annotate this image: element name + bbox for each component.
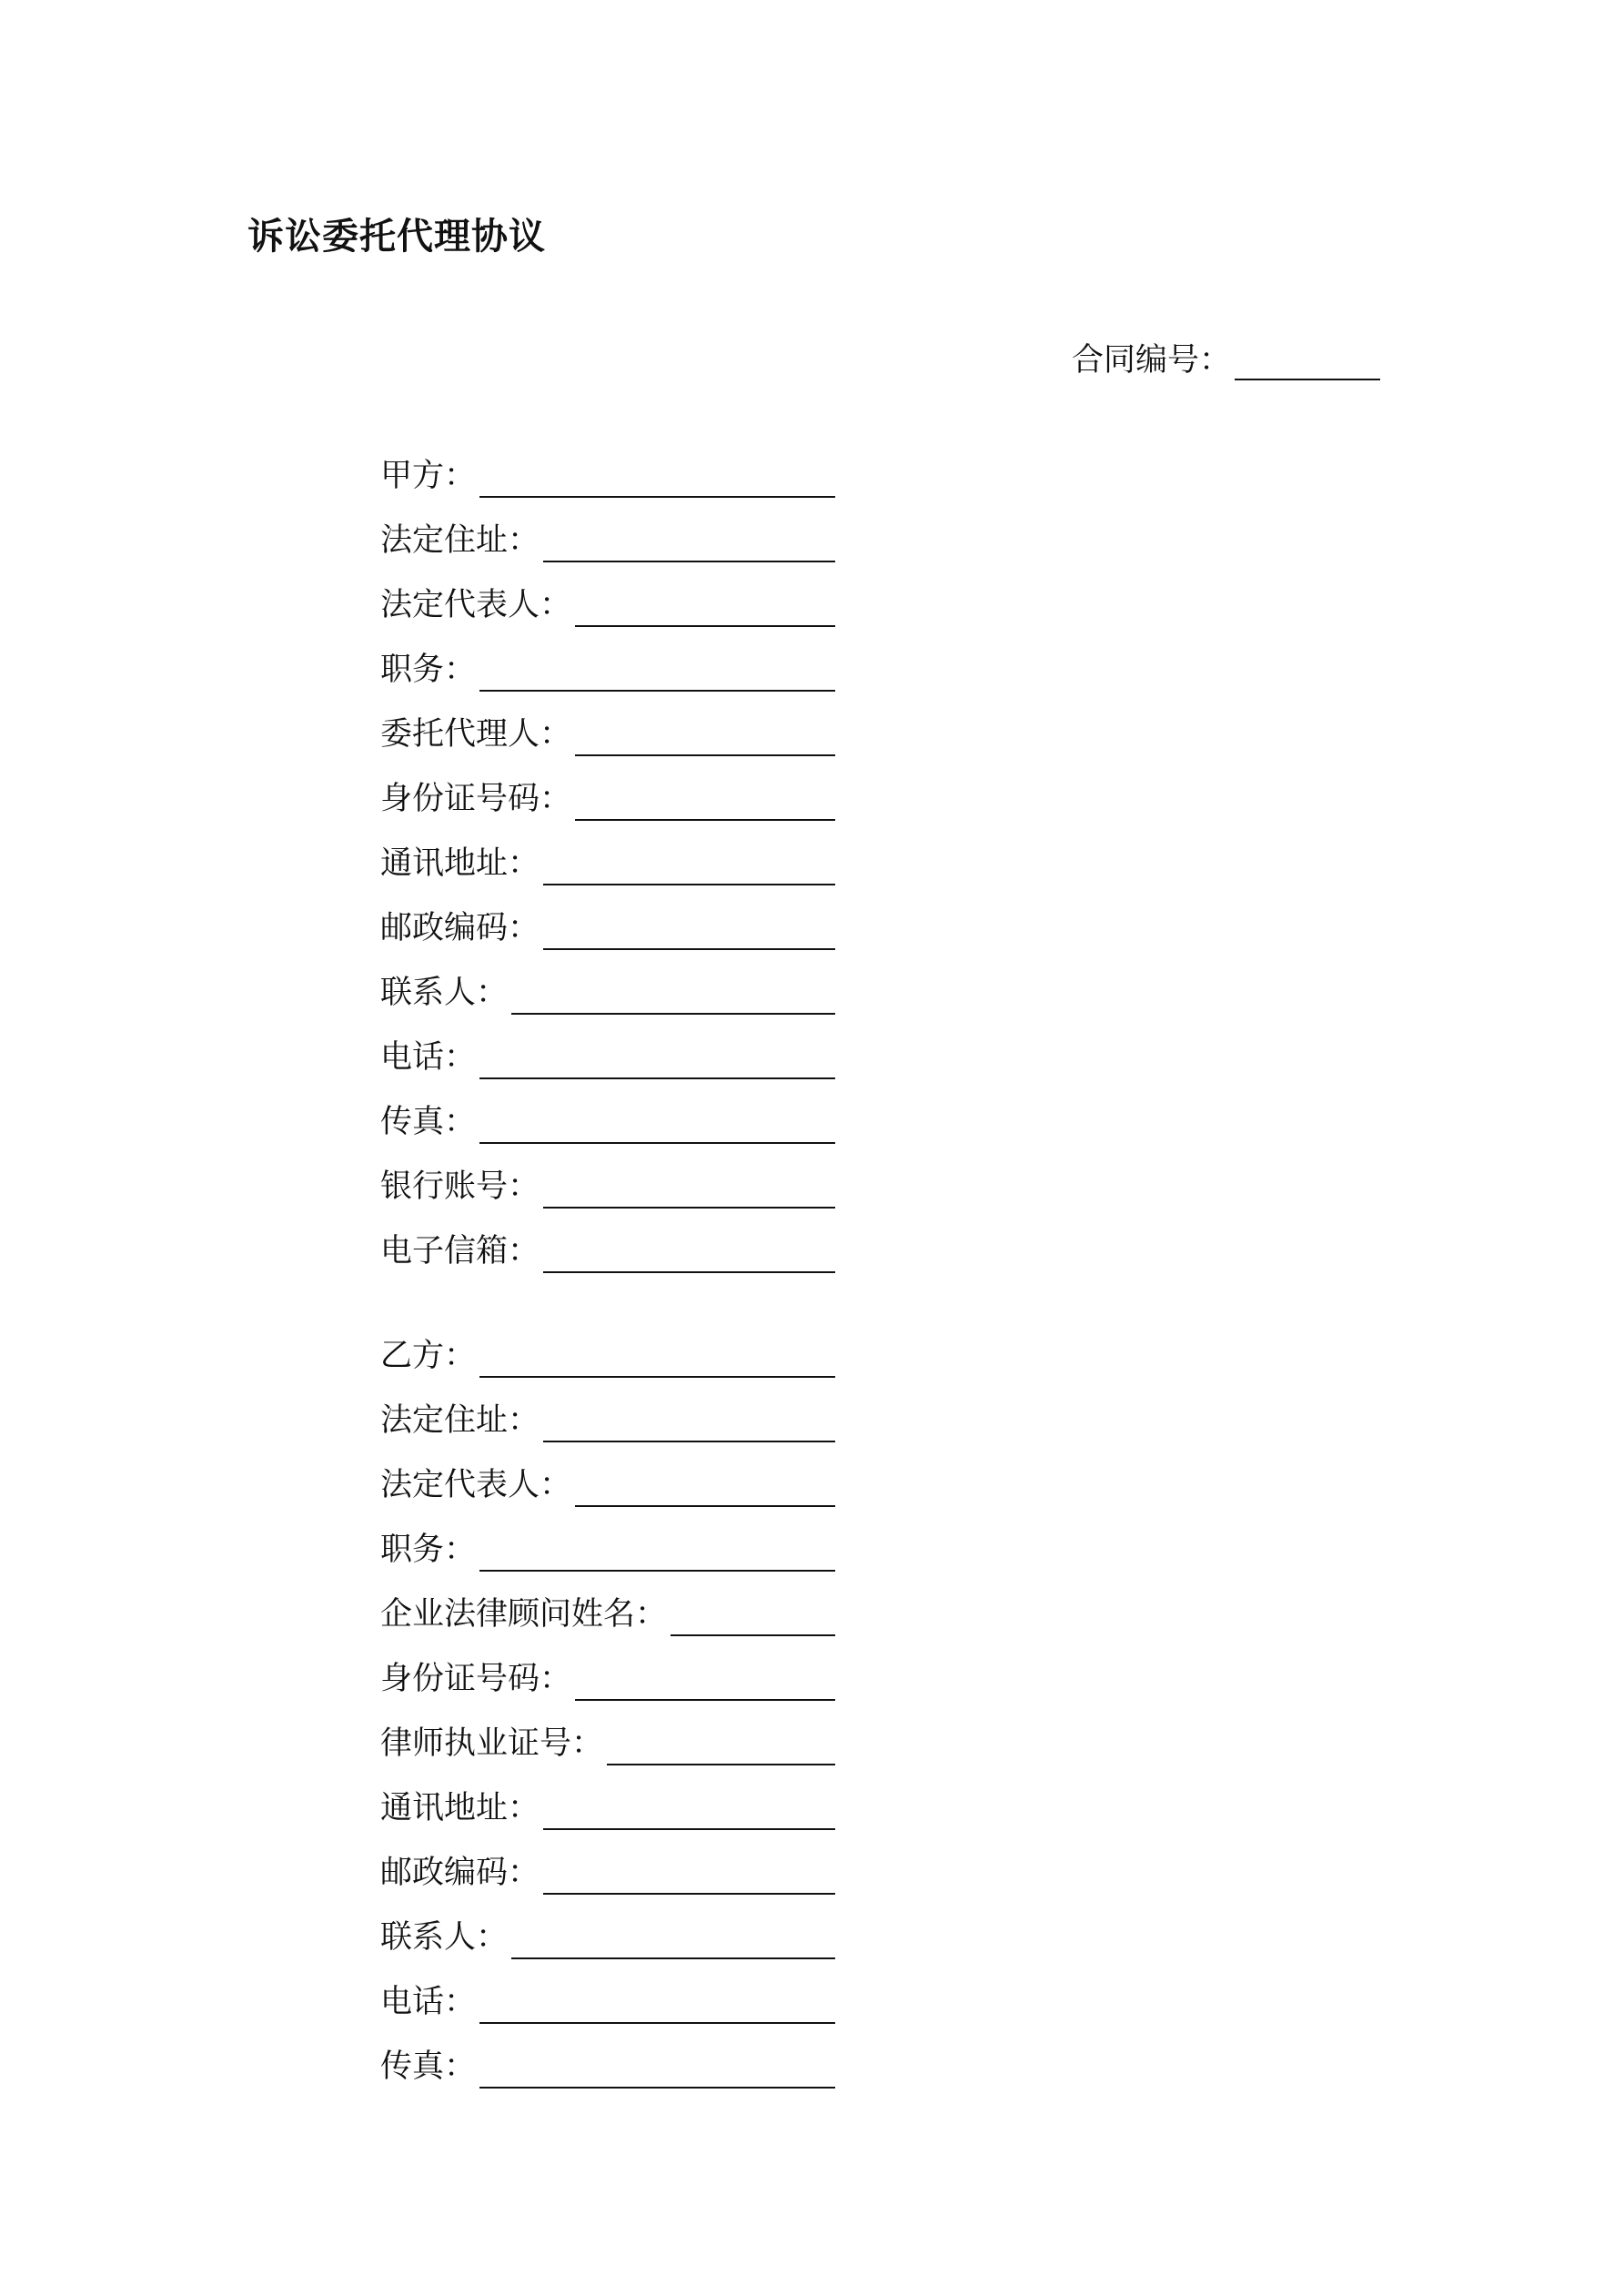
fill-in-blank[interactable] [575, 1469, 835, 1507]
fill-in-blank[interactable] [543, 847, 835, 885]
fill-in-blank[interactable] [479, 653, 835, 692]
party-a-field-phone [380, 1015, 835, 1079]
party-b-field-party [380, 1313, 835, 1378]
party-b-field-legal-advisor [380, 1572, 835, 1636]
party-a-field-fax [380, 1079, 835, 1144]
party-b-field-id-number [380, 1636, 835, 1701]
fill-in-blank[interactable] [575, 589, 835, 627]
party-a-field-mailing-address [380, 821, 835, 885]
fill-in-blank[interactable] [479, 1533, 835, 1572]
party-b-section [380, 1313, 835, 2089]
fill-in-blank[interactable] [479, 1106, 835, 1144]
fill-in-blank[interactable] [543, 1792, 835, 1830]
field-label: 通讯地址： [380, 1790, 540, 1826]
field-label: 职务： [380, 652, 477, 688]
party-b-field-mailing-address [380, 1765, 835, 1830]
fill-in-blank[interactable] [479, 1340, 835, 1378]
fill-in-blank[interactable] [479, 460, 835, 498]
party-b-field-lawyer-license [380, 1701, 835, 1765]
fill-in-blank[interactable] [575, 1663, 835, 1701]
party-b-field-legal-rep [380, 1442, 835, 1507]
field-label: 律师执业证号： [380, 1725, 604, 1762]
party-a-field-postal-code [380, 885, 835, 950]
field-label: 电话： [380, 1039, 477, 1076]
fill-in-blank[interactable] [543, 1170, 835, 1209]
party-b-field-address [380, 1378, 835, 1442]
field-label: 职务： [380, 1532, 477, 1568]
fill-in-blank[interactable] [607, 1727, 835, 1765]
fill-in-blank[interactable] [511, 1921, 835, 1959]
party-b-field-fax [380, 2024, 835, 2089]
fill-in-blank[interactable] [671, 1598, 835, 1636]
field-label: 身份证号码： [380, 781, 572, 817]
party-a-field-agent [380, 692, 835, 756]
fill-in-blank[interactable] [543, 1235, 835, 1273]
document-title: 诉讼委托代理协议 [247, 215, 546, 258]
contract-number-row [1072, 329, 1380, 380]
field-label: 企业法律顾问姓名： [380, 1596, 668, 1633]
party-a-section [380, 433, 835, 1273]
party-a-field-email [380, 1209, 835, 1273]
field-label: 身份证号码： [380, 1661, 572, 1697]
field-label: 电子信箱： [380, 1233, 540, 1269]
fill-in-blank[interactable] [543, 524, 835, 562]
field-label: 传真： [380, 1104, 477, 1140]
fill-in-blank[interactable] [543, 1856, 835, 1895]
field-label: 银行账号： [380, 1168, 540, 1205]
field-label: 联系人： [380, 1919, 509, 1956]
fill-in-blank[interactable] [479, 1986, 835, 2024]
fill-in-blank[interactable] [479, 1041, 835, 1079]
field-label: 乙方： [380, 1338, 477, 1374]
party-a-field-id-number [380, 756, 835, 821]
party-b-field-postal-code [380, 1830, 835, 1895]
party-a-field-bank-account [380, 1144, 835, 1209]
field-label: 邮政编码： [380, 1855, 540, 1891]
field-label: 法定代表人： [380, 1467, 572, 1503]
party-a-field-position [380, 627, 835, 692]
party-a-field-legal-rep [380, 562, 835, 627]
field-label: 法定代表人： [380, 587, 572, 623]
party-b-field-phone [380, 1959, 835, 2024]
fill-in-blank[interactable] [575, 718, 835, 756]
party-b-field-position [380, 1507, 835, 1572]
field-label: 委托代理人： [380, 716, 572, 753]
party-a-field-contact [380, 950, 835, 1015]
field-label: 电话： [380, 1984, 477, 2020]
field-label: 通讯地址： [380, 845, 540, 882]
field-label: 邮政编码： [380, 910, 540, 946]
party-a-field-party [380, 433, 835, 498]
fill-in-blank[interactable] [543, 912, 835, 950]
field-label: 传真： [380, 2048, 477, 2085]
fill-in-blank[interactable] [511, 976, 835, 1015]
fill-in-blank[interactable] [575, 783, 835, 821]
party-b-field-contact [380, 1895, 835, 1959]
field-label: 甲方： [380, 458, 477, 494]
fill-in-blank[interactable] [543, 1404, 835, 1442]
party-a-field-address [380, 498, 835, 562]
field-label: 法定住址： [380, 522, 540, 559]
contract-number-blank[interactable] [1235, 337, 1380, 380]
fill-in-blank[interactable] [479, 2050, 835, 2089]
field-label: 联系人： [380, 975, 509, 1011]
field-label: 法定住址： [380, 1402, 540, 1439]
contract-number-label: 合同编号： [1072, 342, 1232, 379]
